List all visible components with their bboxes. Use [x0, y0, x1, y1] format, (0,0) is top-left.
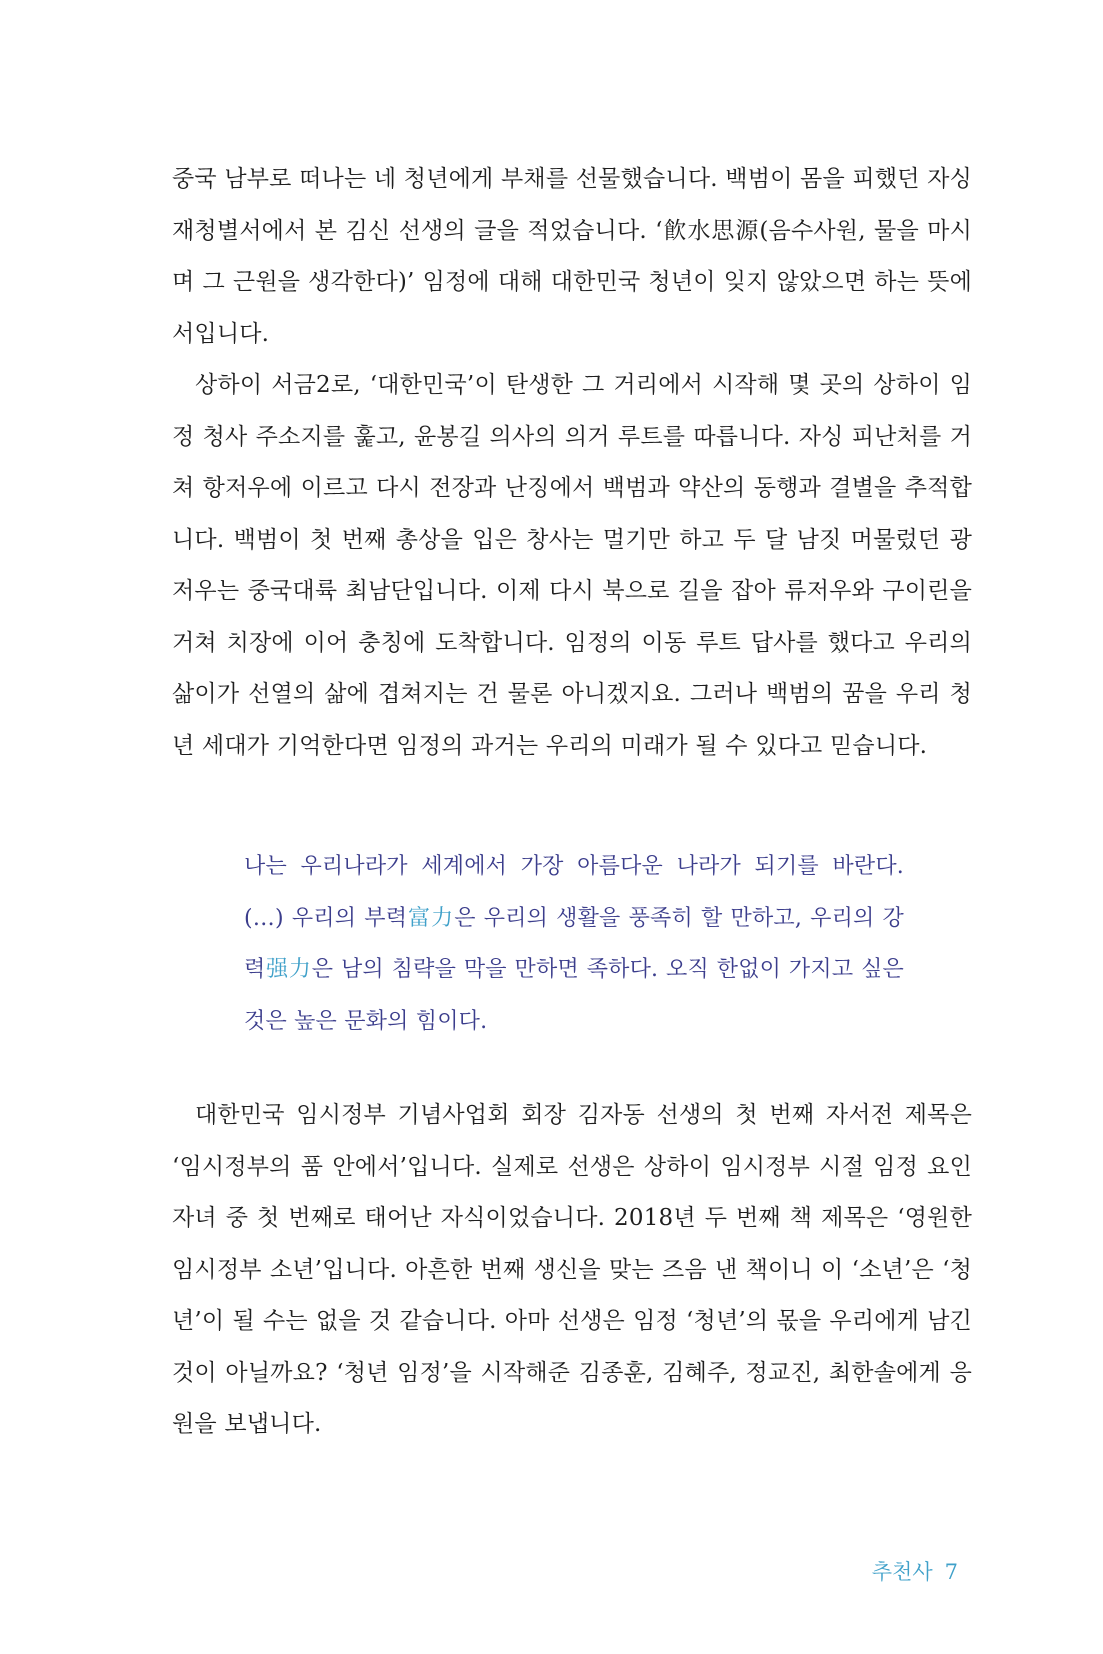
page-footer: [872, 1556, 958, 1586]
block-quote: [244, 841, 904, 1047]
quote-text-1: 나는 우리나라가 세계에서 가장 아름다운 나라가 되기를 바란다. (…) 우리의 부력: [244, 854, 904, 931]
paragraph-3: 대한민국 임시정부 기념사업회 회장 김자동 선생의 첫 번째 자서전 제목은 ‘임시정부의 품 안에서’입니다. 실제로 선생은 상하이 임시정부 시절 임정 요인 자녀 중 첫 번째로 태어난 자식이었습니다. 2018년 두 번째 책 제목은 ‘영원한 임시정부 소년’입니다. 아흔한 번째 생신을 맞는 즈음 낸 책이니 이 ‘소년’은 ‘청년’이 될 수는 없을 것 같습니다. 아마 선생은 임정 ‘청년’의 몫을 우리에게 남긴 것이 아닐까요? ‘청년 임정’을 시작해준 김종훈, 김혜주, 정교진, 최한솔에게 응원을 보냅니다.: [172, 1102, 972, 1437]
page-number: 7: [944, 1560, 958, 1584]
quote-text-2: 은 우리의 생활을 풍족히 할 만하고, 우리의 강력: [244, 905, 905, 982]
quote-text-3: 은 남의 침략을 막을 만하면 족하다. 오직 한없이 가지고 싶은 것은 높은 문화의 힘이다.: [244, 957, 904, 1034]
quote-hanja-1: 富力: [407, 905, 455, 931]
footer-section-title: 추천사: [871, 1560, 933, 1584]
quote-hanja-2: 强力: [265, 957, 312, 982]
paragraph-2: 상하이 서금2로, ‘대한민국’이 탄생한 그 거리에서 시작해 몇 곳의 상하이 임정 청사 주소지를 훑고, 윤봉길 의사의 의거 루트를 따릅니다. 자싱 피난처를 거쳐 항저우에 이르고 다시 전장과 난징에서 백범과 약산의 동행과 결별을 추적합니다. 백범이 첫 번째 총상을 입은 창사는 멀기만 하고 두 달 남짓 머물렀던 광저우는 중국대륙 최남단입니다. 이제 다시 북으로 길을 잡아 류저우와 구이린을 거쳐 치장에 이어 충칭에 도착합니다. 임정의 이동 루트 답사를 했다고 우리의 삶이가 선열의 삶에 겹쳐지는 건 물론 아니겠지요. 그러나 백범의 꿈을 우리 청년 세대가 기억한다면 임정의 과거는 우리의 미래가 될 수 있다고 믿습니다.: [172, 372, 972, 759]
paragraph-1: 중국 남부로 떠나는 네 청년에게 부채를 선물했습니다. 백범이 몸을 피했던 자싱 재청별서에서 본 김신 선생의 글을 적었습니다. ‘飮水思源(음수사원, 물을 마시며 그 근원을 생각한다)’ 임정에 대해 대한민국 청년이 잊지 않았으면 하는 뜻에서입니다.: [172, 166, 972, 347]
